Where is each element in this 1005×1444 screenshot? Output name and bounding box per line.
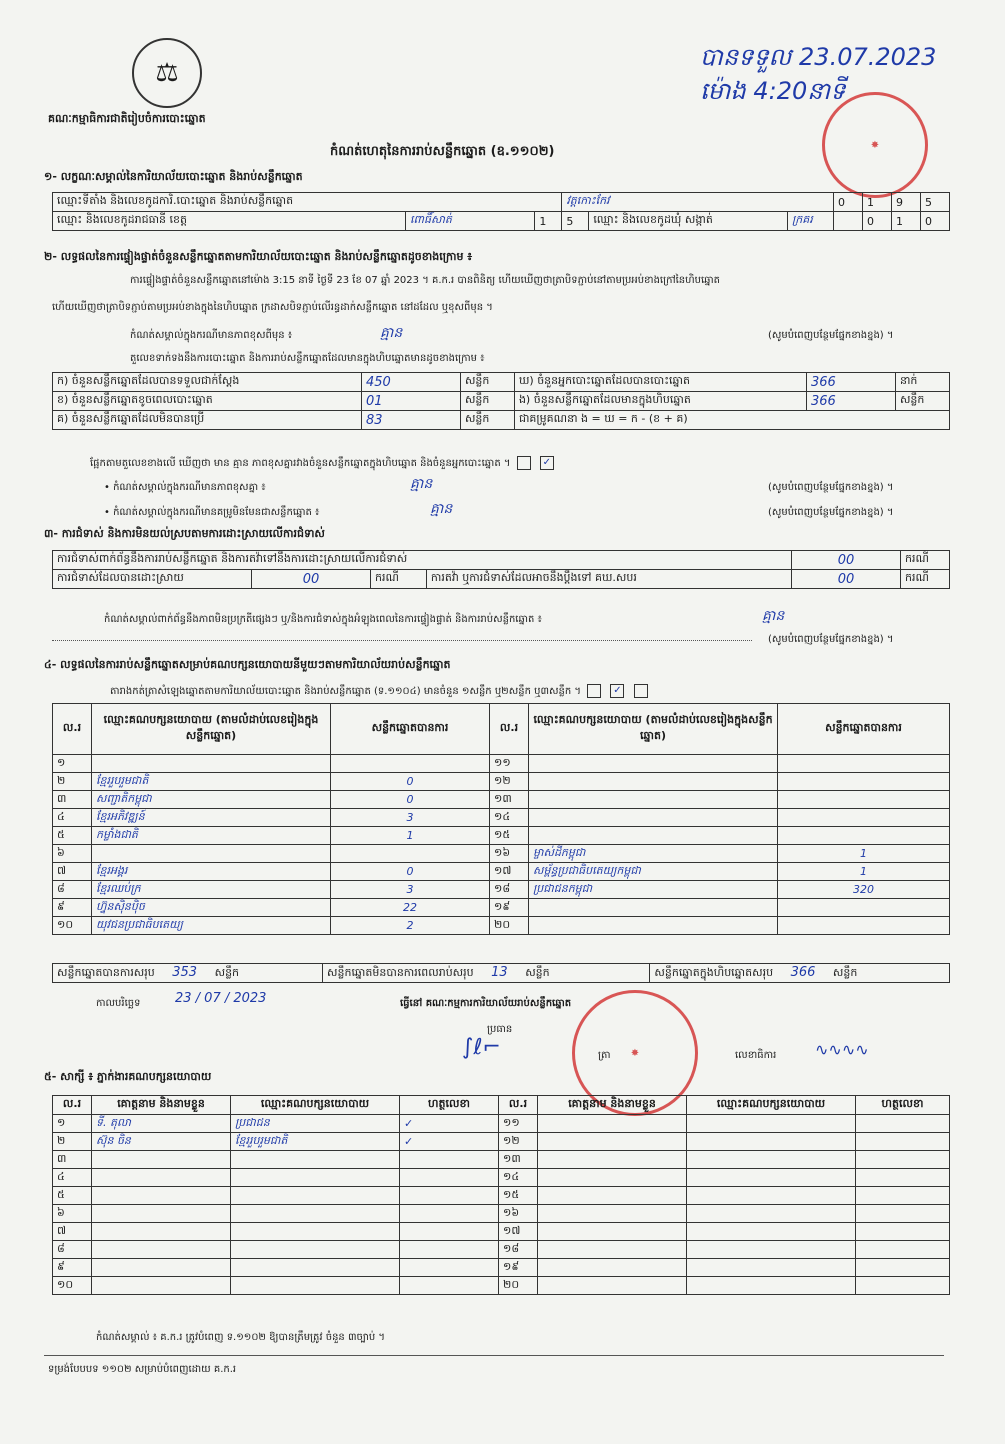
party-votes [331, 755, 490, 773]
witness-col-no: ល.រ [53, 1096, 92, 1115]
location-code-1: 0 [834, 193, 863, 212]
row-no: ២០ [499, 1277, 538, 1295]
witness-name [538, 1151, 687, 1169]
commune-code-1: 0 [863, 212, 892, 231]
fill-hint-2: (សូមបំពេញបន្ថែមផ្នែកខាងខ្នង) ។ [768, 482, 894, 493]
witness-signature [856, 1223, 950, 1241]
witness-name [92, 1241, 231, 1259]
party-name: សញ្ជាតិកម្ពុជា [92, 791, 331, 809]
box-ballots-label: ង) ចំនួនសន្លឹកឆ្នោតដែលមានក្នុងហិបឆ្នោត [514, 392, 806, 411]
witness-signature [856, 1241, 950, 1259]
unit: សន្លឹក [214, 965, 240, 979]
witness-signature [856, 1259, 950, 1277]
witness-signature [856, 1277, 950, 1295]
table-row [53, 1169, 950, 1187]
section2-heading: ២- លទ្ធផលនៃការផ្ទៀងផ្ទាត់ចំនួនសន្លឹកឆ្នោតតាមការិយាល័យបោះឆ្នោត និងរាប់សន្លឹកឆ្នោតដូចខាងក្រោម ៖ [44, 250, 473, 263]
total-box-cell [650, 964, 950, 983]
col-votes-right: សន្លឹកឆ្នោតបានការ [778, 704, 950, 755]
party-name: ហ្វ៊ុនស៊ិនប៉ិច [92, 899, 331, 917]
section4-heading: ៤- លទ្ធផលនៃការរាប់សន្លឹកឆ្នោតសម្រាប់គណបក្សនយោបាយនីមួយៗតាមការិយាល័យរាប់សន្លឹកឆ្នោត [44, 658, 451, 671]
date-label: កាលបរិច្ឆេទ [96, 998, 141, 1009]
province-value: ពោធិ៍សាត់ [406, 212, 535, 231]
witness-name [538, 1133, 687, 1151]
col-no: ល.រ [53, 704, 92, 755]
unused-ballots-label: គ) ចំនួនសន្លឹកឆ្នោតដែលមិនបានប្រើ [53, 411, 362, 430]
row-no: ១៧ [490, 863, 529, 881]
witness-name [92, 1187, 231, 1205]
table-row [53, 1133, 950, 1151]
party-votes [778, 827, 950, 845]
seal-text: ហើយឃើញថាត្រាបិទភ្ជាប់តាមប្រអប់ខាងក្នុងនៃហិបឆ្នោត ក្រដាសបិទភ្ជាប់លើរន្ធដាក់សន្លឹកឆ្នោត នៅដដែល ឬខុសពីមុន ។ [52, 302, 493, 313]
row-no: ៩ [53, 1259, 92, 1277]
compare-text [90, 456, 960, 471]
party-votes: 0 [331, 791, 490, 809]
witness-signature [400, 1259, 499, 1277]
witness-name [92, 1169, 231, 1187]
table-row [53, 755, 950, 773]
witness-col-no-right: ល.រ [499, 1096, 538, 1115]
location-code-3: 9 [892, 193, 921, 212]
province-code-1: 1 [535, 212, 562, 231]
witness-name [92, 1205, 231, 1223]
party-votes [778, 899, 950, 917]
table-row [53, 1205, 950, 1223]
resolved-label: ការជំទាស់ដែលបានដោះស្រាយ [53, 570, 252, 589]
fill-hint-1: (សូមបំពេញបន្ថែមផ្នែកខាងខ្នង) ។ [768, 330, 894, 341]
witness-party [687, 1205, 856, 1223]
totals-table [52, 963, 950, 983]
row-no: ១ [53, 755, 92, 773]
row-no: ៨ [53, 1241, 92, 1259]
witness-party [687, 1187, 856, 1205]
party-votes: 3 [331, 809, 490, 827]
row-no: ១៥ [499, 1187, 538, 1205]
witness-signature [856, 1169, 950, 1187]
org-name: គណៈកម្មាធិការជាតិរៀបចំការបោះឆ្នោត [48, 112, 206, 125]
witness-signature [400, 1223, 499, 1241]
witness-party [687, 1169, 856, 1187]
witness-signature [400, 1187, 499, 1205]
witness-party [687, 1151, 856, 1169]
witness-name [92, 1277, 231, 1295]
row-no: ២០ [490, 917, 529, 935]
total-valid-value: 353 [172, 964, 198, 980]
unit: ករណី [901, 570, 950, 589]
witness-party: ប្រជាជន [231, 1115, 400, 1133]
witness-name [538, 1187, 687, 1205]
witness-party [687, 1241, 856, 1259]
party-name [529, 755, 778, 773]
witness-signature [856, 1205, 950, 1223]
row-no: ១០ [53, 1277, 92, 1295]
row-no: ១១ [490, 755, 529, 773]
location-label: ឈ្មោះទីតាំង និងលេខកូដការិ.បោះឆ្នោត និងរាប់សន្លឹកឆ្នោត [53, 193, 562, 212]
row-no: ១២ [499, 1133, 538, 1151]
witness-name [92, 1151, 231, 1169]
party-name: ម្ចាស់ដីកម្ពុជា [529, 845, 778, 863]
row-no: ១៣ [499, 1151, 538, 1169]
party-results-table [52, 703, 950, 935]
voters-label: ឃ) ចំនួនអ្នកបោះឆ្នោតដែលបានបោះឆ្នោត [514, 373, 806, 392]
irregularity-note-value: គ្មាន [762, 608, 785, 624]
party-votes: 1 [331, 827, 490, 845]
table-row [53, 1223, 950, 1241]
unit: សន្លឹក [832, 965, 858, 979]
table-row [53, 881, 950, 899]
party-name [529, 917, 778, 935]
row-no: ៤ [53, 809, 92, 827]
party-votes [331, 845, 490, 863]
witness-party [231, 1169, 400, 1187]
party-votes: 1 [778, 863, 950, 881]
row-no: ១៤ [499, 1169, 538, 1187]
witness-party [687, 1223, 856, 1241]
witness-party [231, 1259, 400, 1277]
row-no: ៥ [53, 827, 92, 845]
witness-col-sign-right: ហត្ថលេខា [856, 1096, 950, 1115]
party-votes [778, 773, 950, 791]
party-name [529, 773, 778, 791]
table-row [53, 827, 950, 845]
committee-stamp-bottom: ✸ [572, 990, 698, 1116]
three-sheet-checkbox[interactable] [634, 684, 648, 698]
row-no: ១៣ [490, 791, 529, 809]
table-row [53, 1115, 950, 1133]
spoiled-ballots-label: ខ) ចំនួនសន្លឹកឆ្នោតខូចពេលបោះឆ្នោត [53, 392, 362, 411]
party-votes: 3 [331, 881, 490, 899]
row-no: ១០ [53, 917, 92, 935]
witness-signature [400, 1169, 499, 1187]
table-row [53, 791, 950, 809]
witness-rows [53, 1115, 950, 1295]
witness-col-party-right: ឈ្មោះគណបក្សនយោបាយ [687, 1096, 856, 1115]
witness-party [231, 1223, 400, 1241]
unit: សន្លឹក [895, 392, 949, 411]
row-no: ៣ [53, 791, 92, 809]
objection-table [52, 550, 950, 589]
party-votes: 22 [331, 899, 490, 917]
section3-heading: ៣- ការជំទាស់ និងការមិនយល់ស្របតាមការដោះស្រាយលើការជំទាស់ [44, 527, 325, 540]
party-name: សម្ព័ន្ធប្រជាធិបតេយ្យកម្ពុជា [529, 863, 778, 881]
location-value: វត្តកោះកែវ [562, 193, 834, 212]
total-invalid-cell [323, 964, 650, 983]
witness-name [538, 1205, 687, 1223]
party-name: កម្លាំងជាតិ [92, 827, 331, 845]
party-name [92, 755, 331, 773]
box-ballots-value: 366 [806, 392, 895, 411]
committee-stamp-top: ✸ [822, 92, 928, 198]
commune-code-2: 1 [892, 212, 921, 231]
received-note: បានទទួល 23.07.2023 ម៉ោង 4:20នាទី [700, 43, 937, 105]
witness-party: ខ្មែររួបរួមជាតិ [231, 1133, 400, 1151]
witness-col-name: គោត្តនាម និងនាមខ្លួន [92, 1096, 231, 1115]
row-no: ៤ [53, 1169, 92, 1187]
row-no: ១៦ [490, 845, 529, 863]
party-name: ខ្មែររួបរួមជាតិ [92, 773, 331, 791]
witness-party [687, 1115, 856, 1133]
witness-name: ស៊ុន ចិន [92, 1133, 231, 1151]
witness-name [538, 1277, 687, 1295]
witness-signature [400, 1277, 499, 1295]
president-label: ប្រធាន [487, 1024, 513, 1035]
row-no: ៩ [53, 899, 92, 917]
diff-note-label: • កំណត់សម្គាល់ក្នុងករណីមានភាពខុសគ្នា ៖ [104, 482, 266, 493]
witness-party [687, 1259, 856, 1277]
unit: ករណី [371, 570, 427, 589]
party-votes: 1 [778, 845, 950, 863]
table-row [53, 863, 950, 881]
party-name: យុវជនប្រជាធិបតេយ្យ [92, 917, 331, 935]
section1-heading: ១- លក្ខណៈសម្គាល់នៃការិយាល័យបោះឆ្នោត និងរាប់សន្លឹកឆ្នោត [44, 170, 303, 183]
row-no: ១៥ [490, 827, 529, 845]
row-no: ៦ [53, 845, 92, 863]
party-votes: 2 [331, 917, 490, 935]
nonballot-note-label: • កំណត់សម្គាល់ក្នុងករណីមានគម្រូមិនមែនជាសន្លឹកឆ្នោត ៖ [104, 507, 320, 518]
row-no: ១៤ [490, 809, 529, 827]
witness-party [231, 1277, 400, 1295]
party-votes [778, 917, 950, 935]
witness-signature [856, 1187, 950, 1205]
witness-party [231, 1151, 400, 1169]
commune-value: ក្រគរ [788, 212, 834, 231]
row-no: ១២ [490, 773, 529, 791]
row-no: ១ [53, 1115, 92, 1133]
total-box-label: សន្លឹកឆ្នោតក្នុងហិបឆ្នោតសរុប [654, 965, 774, 979]
witness-name [538, 1115, 687, 1133]
table-row [53, 917, 950, 935]
section1-table [52, 192, 950, 231]
witness-table [52, 1095, 950, 1295]
footer-note: កំណត់សម្គាល់ ៖ គ.ក.រ ត្រូវបំពេញ ទ.១១០២ ឱ្យបានត្រឹមត្រូវ ចំនួន ៣ច្បាប់ ។ [96, 1332, 385, 1343]
witness-signature: ✓ [400, 1133, 499, 1151]
section4-intro [110, 684, 651, 699]
unit: សន្លឹក [460, 392, 514, 411]
table-row [53, 1277, 950, 1295]
secretary-signature: ∿∿∿∿ [815, 1040, 869, 1059]
stamp-label: ត្រា [598, 1050, 611, 1061]
witness-party [231, 1187, 400, 1205]
party-name: ខ្មែរអង្គរ [92, 863, 331, 881]
col-party-right: ឈ្មោះគណបក្សនយោបាយ (តាមលំដាប់លេខរៀងក្នុងសន្លឹកឆ្នោត) [529, 704, 778, 755]
nonballot-note-value: គ្មាន [430, 501, 453, 517]
row-no: ២ [53, 773, 92, 791]
total-invalid-label: សន្លឹកឆ្នោតមិនបានការពេលរាប់សរុប [327, 965, 474, 979]
row-no: ៧ [53, 863, 92, 881]
no-difference-checkbox[interactable]: ✓ [540, 456, 554, 470]
table-row [53, 1259, 950, 1277]
unused-ballots-value: 83 [361, 411, 460, 430]
nec-logo: ⚖ [132, 38, 202, 108]
has-difference-checkbox[interactable] [517, 456, 531, 470]
received-ballots-value: 450 [361, 373, 460, 392]
fill-hint-4: (សូមបំពេញបន្ថែមផ្នែកខាងខ្នង) ។ [768, 634, 894, 645]
party-name [529, 899, 778, 917]
formula: ជាគម្រូគណនា ង = ឃ = ក - (ខ + គ) [514, 411, 949, 430]
table-row [53, 809, 950, 827]
party-votes: 320 [778, 881, 950, 899]
spoiled-ballots-value: 01 [361, 392, 460, 411]
table-row [53, 773, 950, 791]
witness-signature [856, 1151, 950, 1169]
two-sheet-checkbox[interactable]: ✓ [610, 684, 624, 698]
difference-note-value: គ្មាន [380, 325, 403, 341]
total-box-value: 366 [790, 964, 816, 980]
section5-heading: ៥- សាក្សី ៖ ភ្នាក់ងារគណបក្សនយោបាយ [44, 1070, 212, 1083]
party-name [529, 791, 778, 809]
witness-signature [400, 1205, 499, 1223]
total-valid-cell [53, 964, 323, 983]
row-no: ១៧ [499, 1223, 538, 1241]
party-votes: 0 [331, 863, 490, 881]
unit: សន្លឹក [460, 411, 514, 430]
col-votes: សន្លឹកឆ្នោតបានការ [331, 704, 490, 755]
witness-col-sign: ហត្ថលេខា [400, 1096, 499, 1115]
party-votes [778, 809, 950, 827]
voters-value: 366 [806, 373, 895, 392]
party-votes [778, 791, 950, 809]
form-note: ទម្រង់បែបបទ ១១០២ សម្រាប់បំពេញដោយ គ.ក.រ [48, 1364, 237, 1375]
commune-label: ឈ្មោះ និងលេខកូដឃុំ សង្កាត់ [589, 212, 788, 231]
total-invalid-value: 13 [491, 964, 508, 980]
objection-value: 00 [792, 551, 901, 570]
witness-party [687, 1277, 856, 1295]
unit: ករណី [901, 551, 950, 570]
difference-note-label: កំណត់សម្គាល់ក្នុងករណីមានភាពខុសពីមុន ៖ [130, 330, 293, 341]
irregularity-note-label: កំណត់សម្គាល់ពាក់ព័ន្ធនឹងភាពមិនប្រក្រតីផ្សេងៗ ឬ/និងការជំទាស់ក្នុងអំឡុងពេលនៃការផ្ទៀងផ្ទាត់ និងការរាប់សន្លឹកឆ្នោត ៖ [104, 614, 542, 625]
witness-signature: ✓ [400, 1115, 499, 1133]
resolved-value: 00 [252, 570, 371, 589]
witness-col-party: ឈ្មោះគណបក្សនយោបាយ [231, 1096, 400, 1115]
witness-name [538, 1241, 687, 1259]
witness-signature [400, 1241, 499, 1259]
witness-signature [856, 1115, 950, 1133]
witness-name [92, 1259, 231, 1277]
president-signature: ∫ℓ⌐ [462, 1035, 501, 1060]
secretary-label: លេខាធិការ [735, 1050, 777, 1061]
section4-intro-text: តារាងកត់ត្រាសំឡេងឆ្នោតតាមការិយាល័យបោះឆ្នោត និងរាប់សន្លឹកឆ្នោត (ទ.១១០៤) មានចំនួន ១សន្លឹក ឬ២សន្លឹក ឬ៣សន្លឹក ។ [110, 686, 582, 697]
row-no: ១៦ [499, 1205, 538, 1223]
row-no: ៨ [53, 881, 92, 899]
row-no: ២ [53, 1133, 92, 1151]
table-row [53, 1187, 950, 1205]
row-no: ១១ [499, 1115, 538, 1133]
party-votes [778, 755, 950, 773]
date-value: 23 / 07 / 2023 [175, 991, 267, 1006]
total-valid-label: សន្លឹកឆ្នោតបានការសរុប [57, 965, 155, 979]
received-ballots-label: ក) ចំនួនសន្លឹកឆ្នោតដែលបានទទួលជាក់ស្តែង [53, 373, 362, 392]
witness-signature [856, 1133, 950, 1151]
location-code-4: 5 [921, 193, 950, 212]
fill-hint-3: (សូមបំពេញបន្ថែមផ្នែកខាងខ្នង) ។ [768, 507, 894, 518]
table-row [53, 899, 950, 917]
witness-party [231, 1241, 400, 1259]
witness-name [538, 1169, 687, 1187]
row-no: ១៨ [490, 881, 529, 899]
one-sheet-checkbox[interactable] [587, 684, 601, 698]
witness-col-name-right: គោត្តនាម និងនាមខ្លួន [538, 1096, 687, 1115]
objection-label: ការជំទាស់ពាក់ព័ន្ធនឹងការរាប់សន្លឹកឆ្នោត និងការតវ៉ាទៅនឹងការដោះស្រាយលើការជំទាស់ [53, 551, 792, 570]
party-name: ខ្មែរឈប់ក្រ [92, 881, 331, 899]
province-code-2: 5 [562, 212, 589, 231]
appeal-label: ការតវ៉ា ឬការជំទាស់ដែលអាចនឹងប្តឹងទៅ គឃ.សបរ [426, 570, 791, 589]
diff-note-value: គ្មាន [410, 476, 433, 492]
ballot-count-table [52, 372, 950, 430]
party-votes: 0 [331, 773, 490, 791]
party-name [92, 845, 331, 863]
form-title: កំណត់ហេតុនៃការរាប់សន្លឹកឆ្នោត (ឧ.១១០២) [330, 144, 555, 159]
row-no: ១៩ [499, 1259, 538, 1277]
appeal-value: 00 [792, 570, 901, 589]
table-row [53, 1241, 950, 1259]
col-no-right: ល.រ [490, 704, 529, 755]
table-intro: តួលេខទាក់ទងនឹងការបោះឆ្នោត និងការរាប់សន្លឹកឆ្នោតដែលមានក្នុងហិបឆ្នោតមានដូចខាងក្រោម ៖ [130, 353, 485, 364]
row-no: ៧ [53, 1223, 92, 1241]
witness-party [687, 1133, 856, 1151]
witness-name [538, 1259, 687, 1277]
row-no: ៥ [53, 1187, 92, 1205]
check-time-text: ការផ្ទៀងផ្ទាត់ចំនួនសន្លឹកឆ្នោតនៅម៉ោង 3:15 នាទី ថ្ងៃទី 23 ខែ 07 ឆ្នាំ 2023 ។ គ.ក.រ បានពិនិត្យ ហើយឃើញថាត្រាបិទភ្ជាប់នៅតាមប្រអប់ខាងក្រៅនៃហិបឆ្នោត [130, 275, 721, 286]
witness-name [538, 1223, 687, 1241]
witness-name [92, 1223, 231, 1241]
location-code-2: 1 [863, 193, 892, 212]
province-label: ឈ្មោះ និងលេខកូដរាជធានី ខេត្ត [53, 212, 406, 231]
witness-party [231, 1205, 400, 1223]
row-no: ៦ [53, 1205, 92, 1223]
row-no: ១៨ [499, 1241, 538, 1259]
party-name: ខ្មែរអភិវឌ្ឍន៍ [92, 809, 331, 827]
party-name [529, 827, 778, 845]
compare-text-content: ផ្អែកតាមតួលេខខាងលើ ឃើញថា មាន គ្មាន ភាពខុសគ្នារវាងចំនួនសន្លឹកឆ្នោតក្នុងហិបឆ្នោត និងចំនួនអ្នកបោះឆ្នោត ។ [90, 458, 511, 469]
party-name [529, 809, 778, 827]
committee-label: ធ្វើនៅ គណៈកម្មការការិយាល័យរាប់សន្លឹកឆ្នោត [400, 998, 572, 1009]
party-name: ប្រជាជនកម្ពុជា [529, 881, 778, 899]
witness-signature [400, 1151, 499, 1169]
table-row [53, 1151, 950, 1169]
unit: នាក់ [895, 373, 949, 392]
commune-code-3: 0 [921, 212, 950, 231]
party-rows [53, 755, 950, 935]
row-no: ១៩ [490, 899, 529, 917]
unit: សន្លឹក [460, 373, 514, 392]
table-row [53, 845, 950, 863]
col-party: ឈ្មោះគណបក្សនយោបាយ (តាមលំដាប់លេខរៀងក្នុងសន្លឹកឆ្នោត) [92, 704, 331, 755]
row-no: ៣ [53, 1151, 92, 1169]
unit: សន្លឹក [525, 965, 550, 979]
witness-name: ទី. តុលា [92, 1115, 231, 1133]
